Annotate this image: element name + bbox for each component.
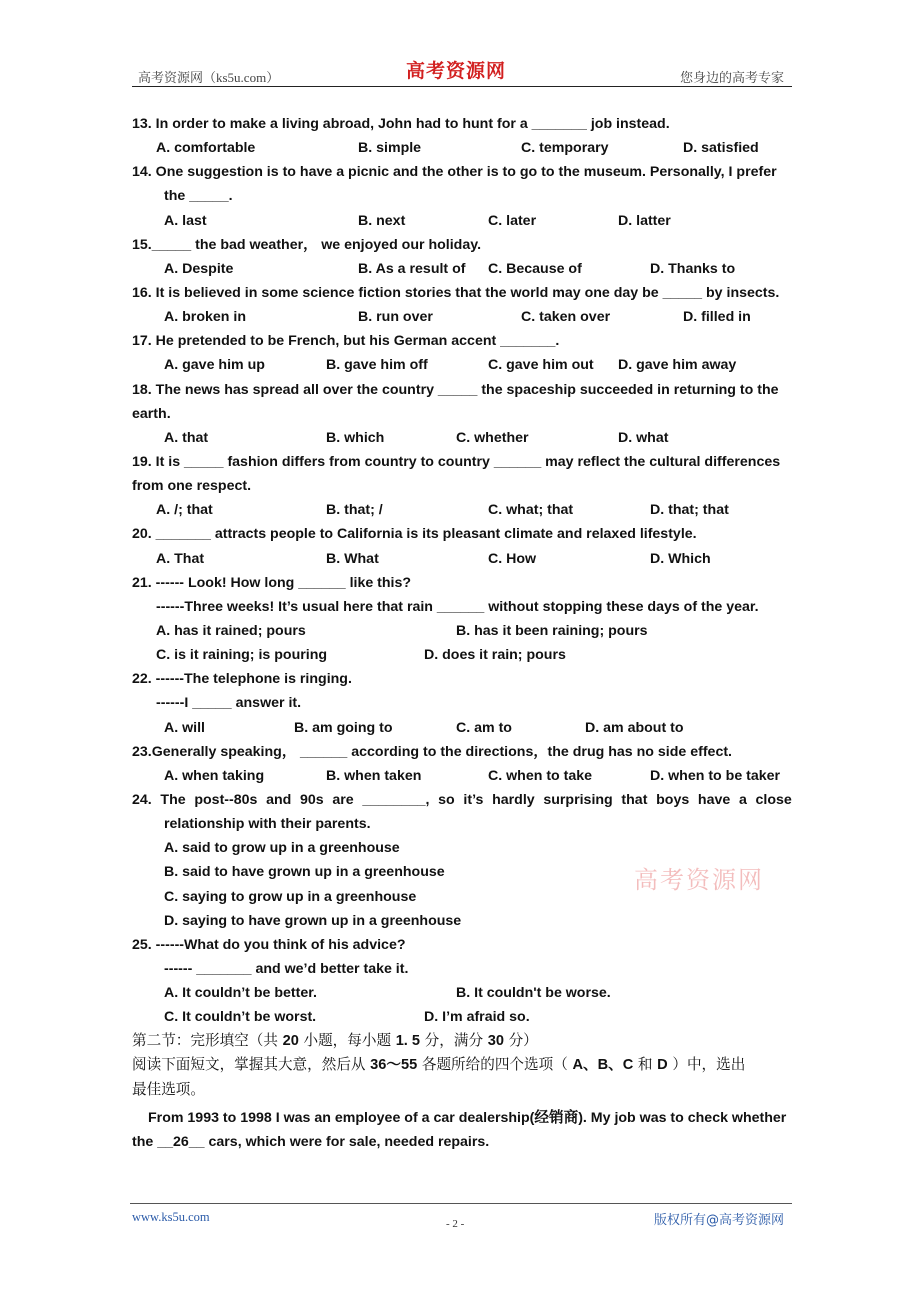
question-24-word: 24.: [132, 791, 152, 808]
question-13-option-a: A. comfortable: [156, 140, 256, 157]
question-15-stem: 15._____ the bad weather， we enjoyed our holiday.: [132, 236, 482, 253]
question-17-options: [132, 353, 796, 377]
question-24-option-b: B. said to have grown up in a greenhouse: [164, 864, 445, 881]
question-14-option-b: B. next: [358, 212, 406, 229]
section-2-total-points: 30: [487, 1033, 504, 1050]
question-15-option-a: A. Despite: [164, 260, 234, 277]
section-2-points-each: 1. 5: [395, 1033, 421, 1050]
passage-line-1: [132, 1106, 796, 1130]
question-18-stem: 18. The news has spread all over the country _____ the spaceship succeeded in returning to the: [132, 381, 779, 398]
question-21-options-row2: [132, 643, 796, 667]
question-24-option-d: D. saying to have grown up in a greenhouse: [164, 912, 462, 929]
passage-text: From 1993 to 1998 I was an employee of a car dealership(: [148, 1109, 535, 1126]
question-16-options: [132, 305, 796, 329]
question-23-option-b: B. when taken: [326, 767, 422, 784]
question-13-option-d: D. satisfied: [683, 140, 759, 157]
footer-copyright: 版权所有@高考资源网: [653, 1213, 784, 1228]
page-footer: [130, 1203, 792, 1230]
header-site-name: 高考资源网（ks5u.com）: [138, 70, 280, 85]
question-19-options: [132, 498, 796, 522]
question-13-options: [132, 136, 796, 160]
question-22-options: [132, 716, 796, 740]
question-25-option-d: D. I’m afraid so.: [424, 1009, 530, 1026]
passage-line-2: the __26__ cars, which were for sale, needed repairs.: [132, 1133, 490, 1150]
question-18-stem-cont: earth.: [132, 405, 171, 422]
question-25-option-a: A. It couldn’t be better.: [164, 985, 317, 1002]
question-24-word: and: [266, 791, 292, 808]
page-number: - 2 -: [446, 1218, 465, 1230]
question-16-option-a: A. broken in: [164, 309, 246, 326]
question-22-stem: 22. ------The telephone is ringing.: [132, 671, 352, 688]
question-24-word: it’s: [463, 791, 484, 808]
section-2-instructions-cont: 最佳选项。: [132, 1080, 205, 1098]
question-24-word: are: [332, 791, 354, 808]
question-24-option-a: A. said to grow up in a greenhouse: [164, 840, 400, 857]
question-24-word: a: [738, 791, 747, 808]
question-23-options: [132, 764, 796, 788]
question-24-word: so: [438, 791, 455, 808]
question-24-stem-cont: relationship with their parents.: [164, 816, 371, 833]
question-18-options: [132, 426, 796, 450]
page-header: [132, 52, 792, 87]
question-24-option-c: C. saying to grow up in a greenhouse: [164, 888, 417, 905]
question-15-option-b: B. As a result of: [358, 260, 466, 277]
question-16-stem: 16. It is believed in some science fiction stories that the world may one day be _____ by insects.: [132, 284, 780, 301]
question-17-option-c: C. gave him out: [488, 357, 594, 374]
question-14-option-d: D. latter: [618, 212, 671, 229]
question-15-options: [132, 257, 796, 281]
question-25-option-b: B. It couldn't be worse.: [456, 985, 611, 1002]
question-22-option-d: D. am about to: [585, 719, 684, 736]
question-24-word: have: [697, 791, 731, 808]
question-17-option-a: A. gave him up: [164, 357, 265, 374]
question-21-option-d: D. does it rain; pours: [424, 647, 566, 664]
question-14-options: [132, 209, 796, 233]
question-17-option-d: D. gave him away: [618, 357, 737, 374]
section-2-heading: [132, 1029, 796, 1053]
question-20-options: [132, 547, 796, 571]
question-21-stem-cont: ------Three weeks! It’s usual here that rain ______ without stopping these days of the year.: [156, 598, 759, 615]
question-24-word: ________,: [362, 791, 430, 808]
question-14-option-a: A. last: [164, 212, 207, 229]
instructions-text: 各题所给的四个选项（: [421, 1056, 568, 1074]
question-18-option-c: C. whether: [456, 429, 529, 446]
header-logo: 高考资源网: [406, 60, 507, 82]
question-22-option-b: B. am going to: [294, 719, 393, 736]
question-16-option-d: D. filled in: [683, 309, 751, 326]
section-2-heading-text: 分，满分: [424, 1032, 484, 1050]
instructions-text: 阅读下面短文，掌握其大意，然后从: [132, 1056, 366, 1074]
question-13-option-c: C. temporary: [521, 140, 609, 157]
passage-text: ). My job was to check whether: [578, 1109, 787, 1126]
question-14-stem: 14. One suggestion is to have a picnic and the other is to go to the museum. Personally, I prefer: [132, 164, 777, 181]
question-23-option-d: D. when to be taker: [650, 767, 781, 784]
question-15-option-c: C. Because of: [488, 260, 582, 277]
question-21-option-a: A. has it rained; pours: [156, 622, 306, 639]
question-16-option-c: C. taken over: [521, 309, 611, 326]
question-21-stem: 21. ------ Look! How long ______ like this?: [132, 574, 412, 591]
instructions-option-letter-d: D: [657, 1057, 668, 1074]
instructions-text: ）中，选出: [672, 1056, 746, 1074]
question-20-stem: 20. _______ attracts people to California is its pleasant climate and relaxed lifestyle.: [132, 526, 697, 543]
question-19-option-d: D. that; that: [650, 502, 729, 519]
question-25-options-row2: [132, 1005, 796, 1029]
section-2-question-count: 20: [282, 1033, 299, 1050]
question-22-stem-cont: ------I _____ answer it.: [156, 695, 302, 712]
question-18-option-a: A. that: [164, 429, 209, 446]
section-2-heading-text: 分）: [508, 1032, 538, 1050]
question-22-option-c: C. am to: [456, 719, 512, 736]
question-14-option-c: C. later: [488, 212, 537, 229]
question-25-stem-cont: ------ _______ and we’d better take it.: [164, 960, 409, 977]
question-18-option-d: D. what: [618, 429, 669, 446]
question-24-word: hardly: [492, 791, 535, 808]
watermark-logo: 高考资源网: [634, 866, 764, 894]
question-23-stem: 23.Generally speaking， ______ according to the directions，the drug has no side effect.: [132, 743, 732, 760]
question-19-option-b: B. that; /: [326, 502, 383, 519]
question-24-word: post--80s: [194, 791, 258, 808]
question-21-options-row1: [132, 619, 796, 643]
instructions-option-letters: A、B、C: [572, 1057, 634, 1074]
question-23-option-c: C. when to take: [488, 767, 593, 784]
question-20-option-c: C. How: [488, 550, 537, 567]
question-20-option-d: D. Which: [650, 550, 711, 567]
question-13-stem: 13. In order to make a living abroad, John had to hunt for a _______ job instead.: [132, 116, 670, 132]
question-23-option-a: A. when taking: [164, 767, 265, 784]
section-2-heading-text: 第二节：完形填空（共: [132, 1032, 278, 1050]
question-24-word: The: [160, 791, 186, 808]
question-16-option-b: B. run over: [358, 309, 433, 326]
question-24-word: that: [621, 791, 648, 808]
section-2-heading-text: 小题，每小题: [303, 1032, 392, 1050]
question-25-stem: 25. ------What do you think of his advice?: [132, 936, 406, 953]
question-24-word: close: [755, 791, 792, 808]
question-19-option-c: C. what; that: [488, 502, 574, 519]
instructions-question-range: 36～55: [370, 1057, 418, 1074]
question-25-options-row1: [132, 981, 796, 1005]
header-slogan: 您身边的高考专家: [679, 70, 784, 85]
question-15-option-d: D. Thanks to: [650, 260, 736, 277]
question-21-option-b: B. has it been raining; pours: [456, 622, 648, 639]
question-20-option-b: B. What: [326, 550, 379, 567]
question-17-option-b: B. gave him off: [326, 357, 428, 374]
section-2-instructions: [132, 1053, 796, 1077]
question-20-option-a: A. That: [156, 550, 205, 567]
question-14-stem-cont: the _____.: [164, 188, 233, 205]
passage-chinese-gloss: 经销商: [534, 1108, 579, 1126]
question-24-word: boys: [656, 791, 690, 808]
question-19-stem-cont: from one respect.: [132, 478, 252, 495]
instructions-text: 和: [637, 1056, 653, 1074]
question-24-word: 90s: [300, 791, 324, 808]
question-21-option-c: C. is it raining; is pouring: [156, 647, 328, 664]
question-13-option-b: B. simple: [358, 140, 422, 157]
question-22-option-a: A. will: [164, 719, 205, 736]
question-24-word: surprising: [543, 791, 613, 808]
question-25-option-c: C. It couldn’t be worst.: [164, 1009, 317, 1026]
question-19-option-a: A. /; that: [156, 502, 213, 519]
footer-link[interactable]: www.ks5u.com: [132, 1210, 210, 1224]
question-18-option-b: B. which: [326, 429, 385, 446]
question-17-stem: 17. He pretended to be French, but his German accent _______.: [132, 333, 560, 350]
exam-content: [132, 112, 796, 1154]
question-24-stem: [132, 788, 796, 812]
question-19-stem: 19. It is _____ fashion differs from country to country ______ may reflect the cultural differences: [132, 453, 781, 470]
